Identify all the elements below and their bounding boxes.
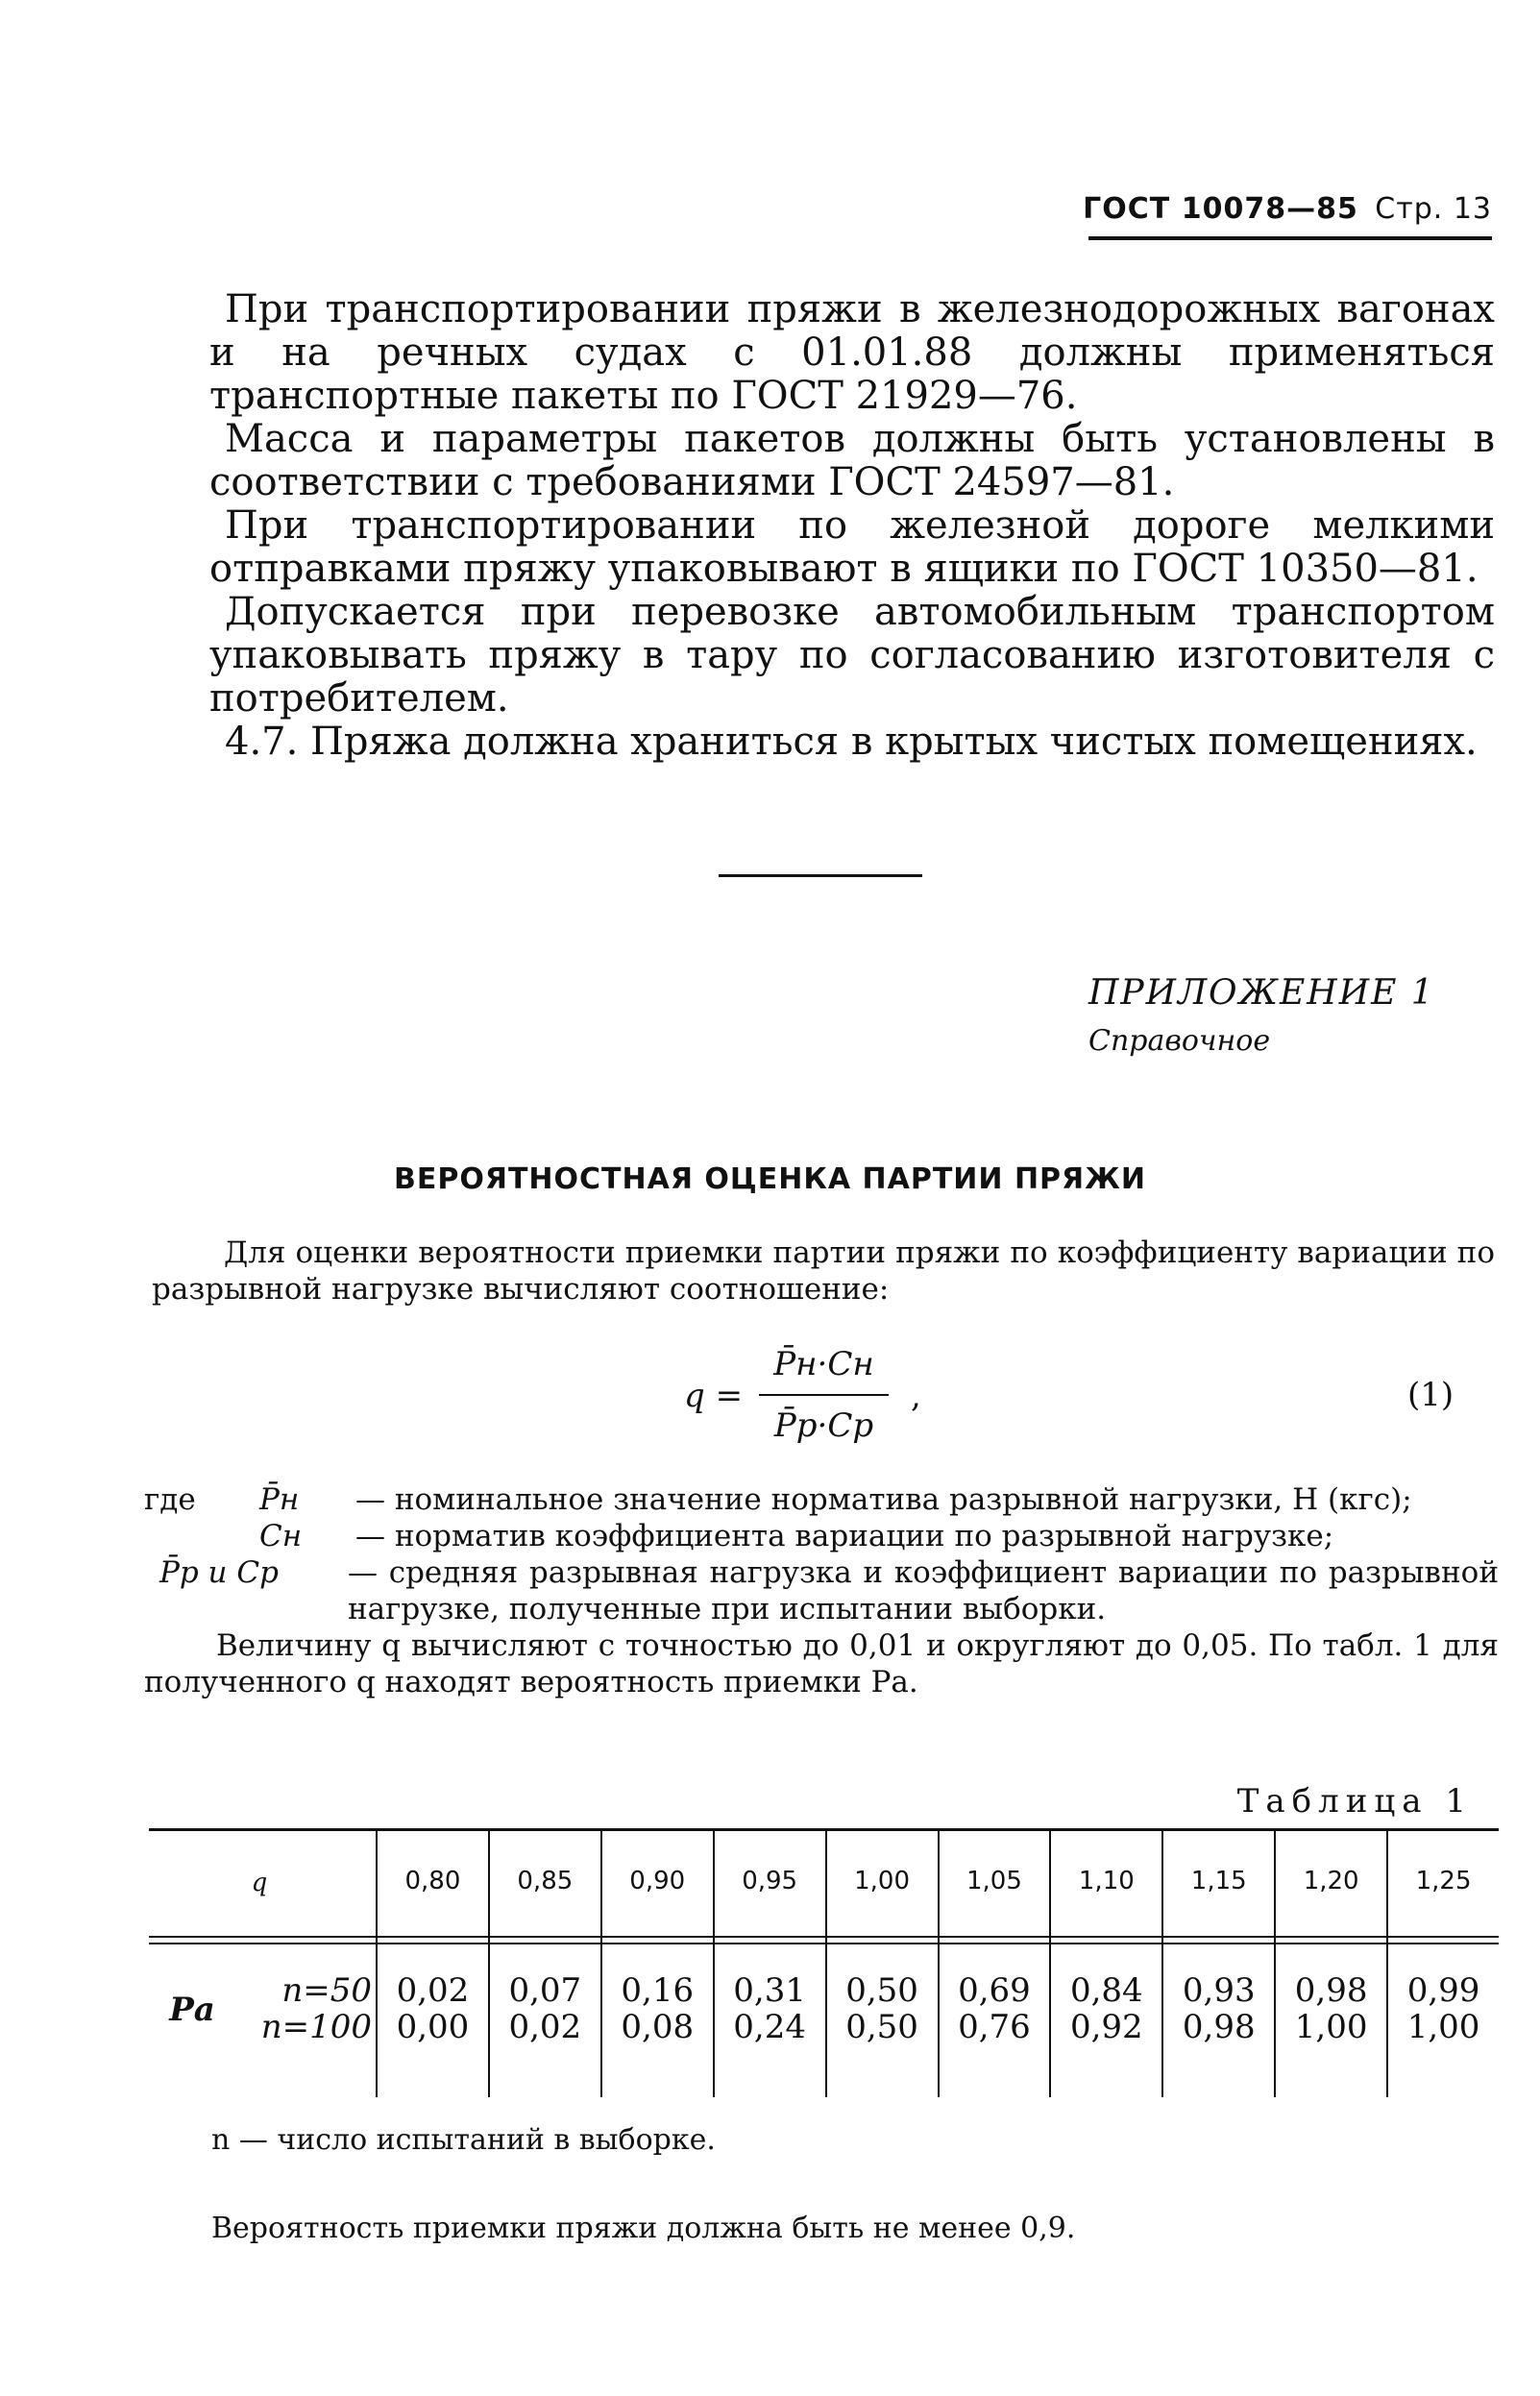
body-text (209, 288, 1495, 764)
paragraph: 4.7. Пряжа должна храниться в крытых чистых помещениях. (225, 720, 1478, 764)
table-header-rule (149, 1943, 1499, 1944)
page-header (1083, 192, 1492, 226)
page-number: Стр. 13 (1375, 192, 1492, 226)
pa-n100-value: 0,50 (845, 2008, 918, 2046)
fraction-bar (759, 1394, 889, 1396)
q-header: q (251, 1869, 268, 1897)
pa-n100-value: 0,24 (733, 2008, 806, 2046)
pa-n100-value: 0,92 (1069, 2008, 1143, 2046)
definition-symbol: Cн (259, 1519, 303, 1553)
appendix-heading (1088, 973, 1492, 1058)
intro-paragraph: Для оценки вероятности приемки партии пряжи по коэффициенту вариации по разрывной нагрузке вычисляют соотношение: (152, 1235, 1495, 1307)
pa-n100-value: 0,76 (958, 2008, 1031, 2046)
formula-numerator: P̄н·Cн (773, 1345, 874, 1383)
pa-n50-value: 0,02 (396, 1971, 470, 2010)
pa-n50-value: 0,98 (1294, 1971, 1368, 2010)
formula-comma: , (911, 1377, 921, 1415)
pa-n100-value: 1,00 (1406, 2008, 1480, 2046)
pa-n50-value: 0,84 (1069, 1971, 1143, 2010)
definition-note: Величину q вычисляют с точностью до 0,01 и округляют до 0,05. По табл. 1 для полученного q находят вероятность приемки Pа. (144, 1628, 1499, 1699)
pa-n50-value: 0,31 (733, 1971, 806, 2010)
formula (672, 1340, 1076, 1455)
pa-n50-value: 0,93 (1182, 1971, 1256, 2010)
formula-fraction (759, 1340, 889, 1450)
q-value: 1,10 (1078, 1867, 1135, 1895)
appendix-title: ПРИЛОЖЕНИЕ 1 (1088, 973, 1435, 1013)
standard-number: ГОСТ 10078—85 (1083, 192, 1358, 226)
table-footnote: n — число испытаний в выборке. (211, 2123, 716, 2157)
definition-text: — номинальное значение норматива разрывной нагрузки, Н (кгс); (355, 1482, 1412, 1517)
q-value: 1,00 (854, 1867, 910, 1895)
q-value: 0,90 (629, 1867, 686, 1895)
table-1 (149, 1828, 1499, 2097)
pa-n100-value: 0,00 (396, 2008, 470, 2046)
definitions (144, 1481, 1499, 1700)
table-top-rule (149, 1828, 1499, 1831)
definition-symbol: P̄р и Cр (159, 1555, 279, 1590)
formula-number: (1) (1407, 1376, 1454, 1414)
paragraph: Допускается при перевозке автомобильным транспортом упаковывать пряжу в тару по согласованию изготовителя с потребителем. (209, 590, 1495, 721)
n100-label: n=100 (260, 2008, 372, 2046)
paragraph: При транспортировании по железной дороге мелкими отправками пряжу упаковывают в ящики по ГОСТ 10350—81. (209, 503, 1495, 591)
conclusion: Вероятность приемки пряжи должна быть не менее 0,9. (211, 2212, 1076, 2245)
formula-lhs: q = (684, 1377, 744, 1415)
pa-n50-value: 0,99 (1406, 1971, 1480, 2010)
pa-n50-value: 0,69 (958, 1971, 1031, 2010)
section-title: ВЕРОЯТНОСТНАЯ ОЦЕНКА ПАРТИИ ПРЯЖИ (394, 1162, 1146, 1196)
table-caption: Таблица 1 (1236, 1782, 1473, 1821)
q-value: 1,05 (966, 1867, 1022, 1895)
q-value: 1,20 (1303, 1867, 1359, 1895)
q-value: 0,95 (742, 1867, 798, 1895)
paragraph: При транспортировании пряжи в железнодорожных вагонах и на речных судах с 01.01.88 должны применяться транспортные пакеты по ГОСТ 21929—76. (209, 287, 1495, 418)
q-value: 0,80 (404, 1867, 461, 1895)
pa-n50-value: 0,07 (508, 1971, 582, 2010)
pa-n100-value: 0,08 (621, 2008, 695, 2046)
table-header-rule (149, 1936, 1499, 1938)
pa-n100-value: 0,98 (1182, 2008, 1256, 2046)
paragraph: Масса и параметры пакетов должны быть установлены в соответствии с требованиями ГОСТ 24597—81. (209, 417, 1495, 504)
pa-n50-value: 0,50 (845, 1971, 918, 2010)
q-value: 1,15 (1190, 1867, 1247, 1895)
definition-text: — норматив коэффициента вариации по разрывной нагрузке; (355, 1519, 1334, 1553)
q-value: 1,25 (1415, 1867, 1472, 1895)
definition-symbol: P̄н (259, 1482, 300, 1517)
header-rule (1088, 236, 1492, 240)
section-separator (719, 874, 922, 877)
pa-label: Pа (169, 1991, 215, 2029)
n50-label: n=50 (281, 1971, 372, 2010)
where-label: где (144, 1482, 196, 1517)
pa-n50-value: 0,16 (621, 1971, 695, 2010)
appendix-subtitle: Справочное (1088, 1024, 1271, 1058)
definition-text: — средняя разрывная нагрузка и коэффициент вариации по разрывной нагрузке, полученные при испытании выборки. (348, 1555, 1499, 1626)
pa-n100-value: 1,00 (1294, 2008, 1368, 2046)
q-value: 0,85 (517, 1867, 574, 1895)
intro-text (152, 1235, 1495, 1308)
formula-denominator: P̄р·Cр (773, 1406, 874, 1445)
pa-n100-value: 0,02 (508, 2008, 582, 2046)
